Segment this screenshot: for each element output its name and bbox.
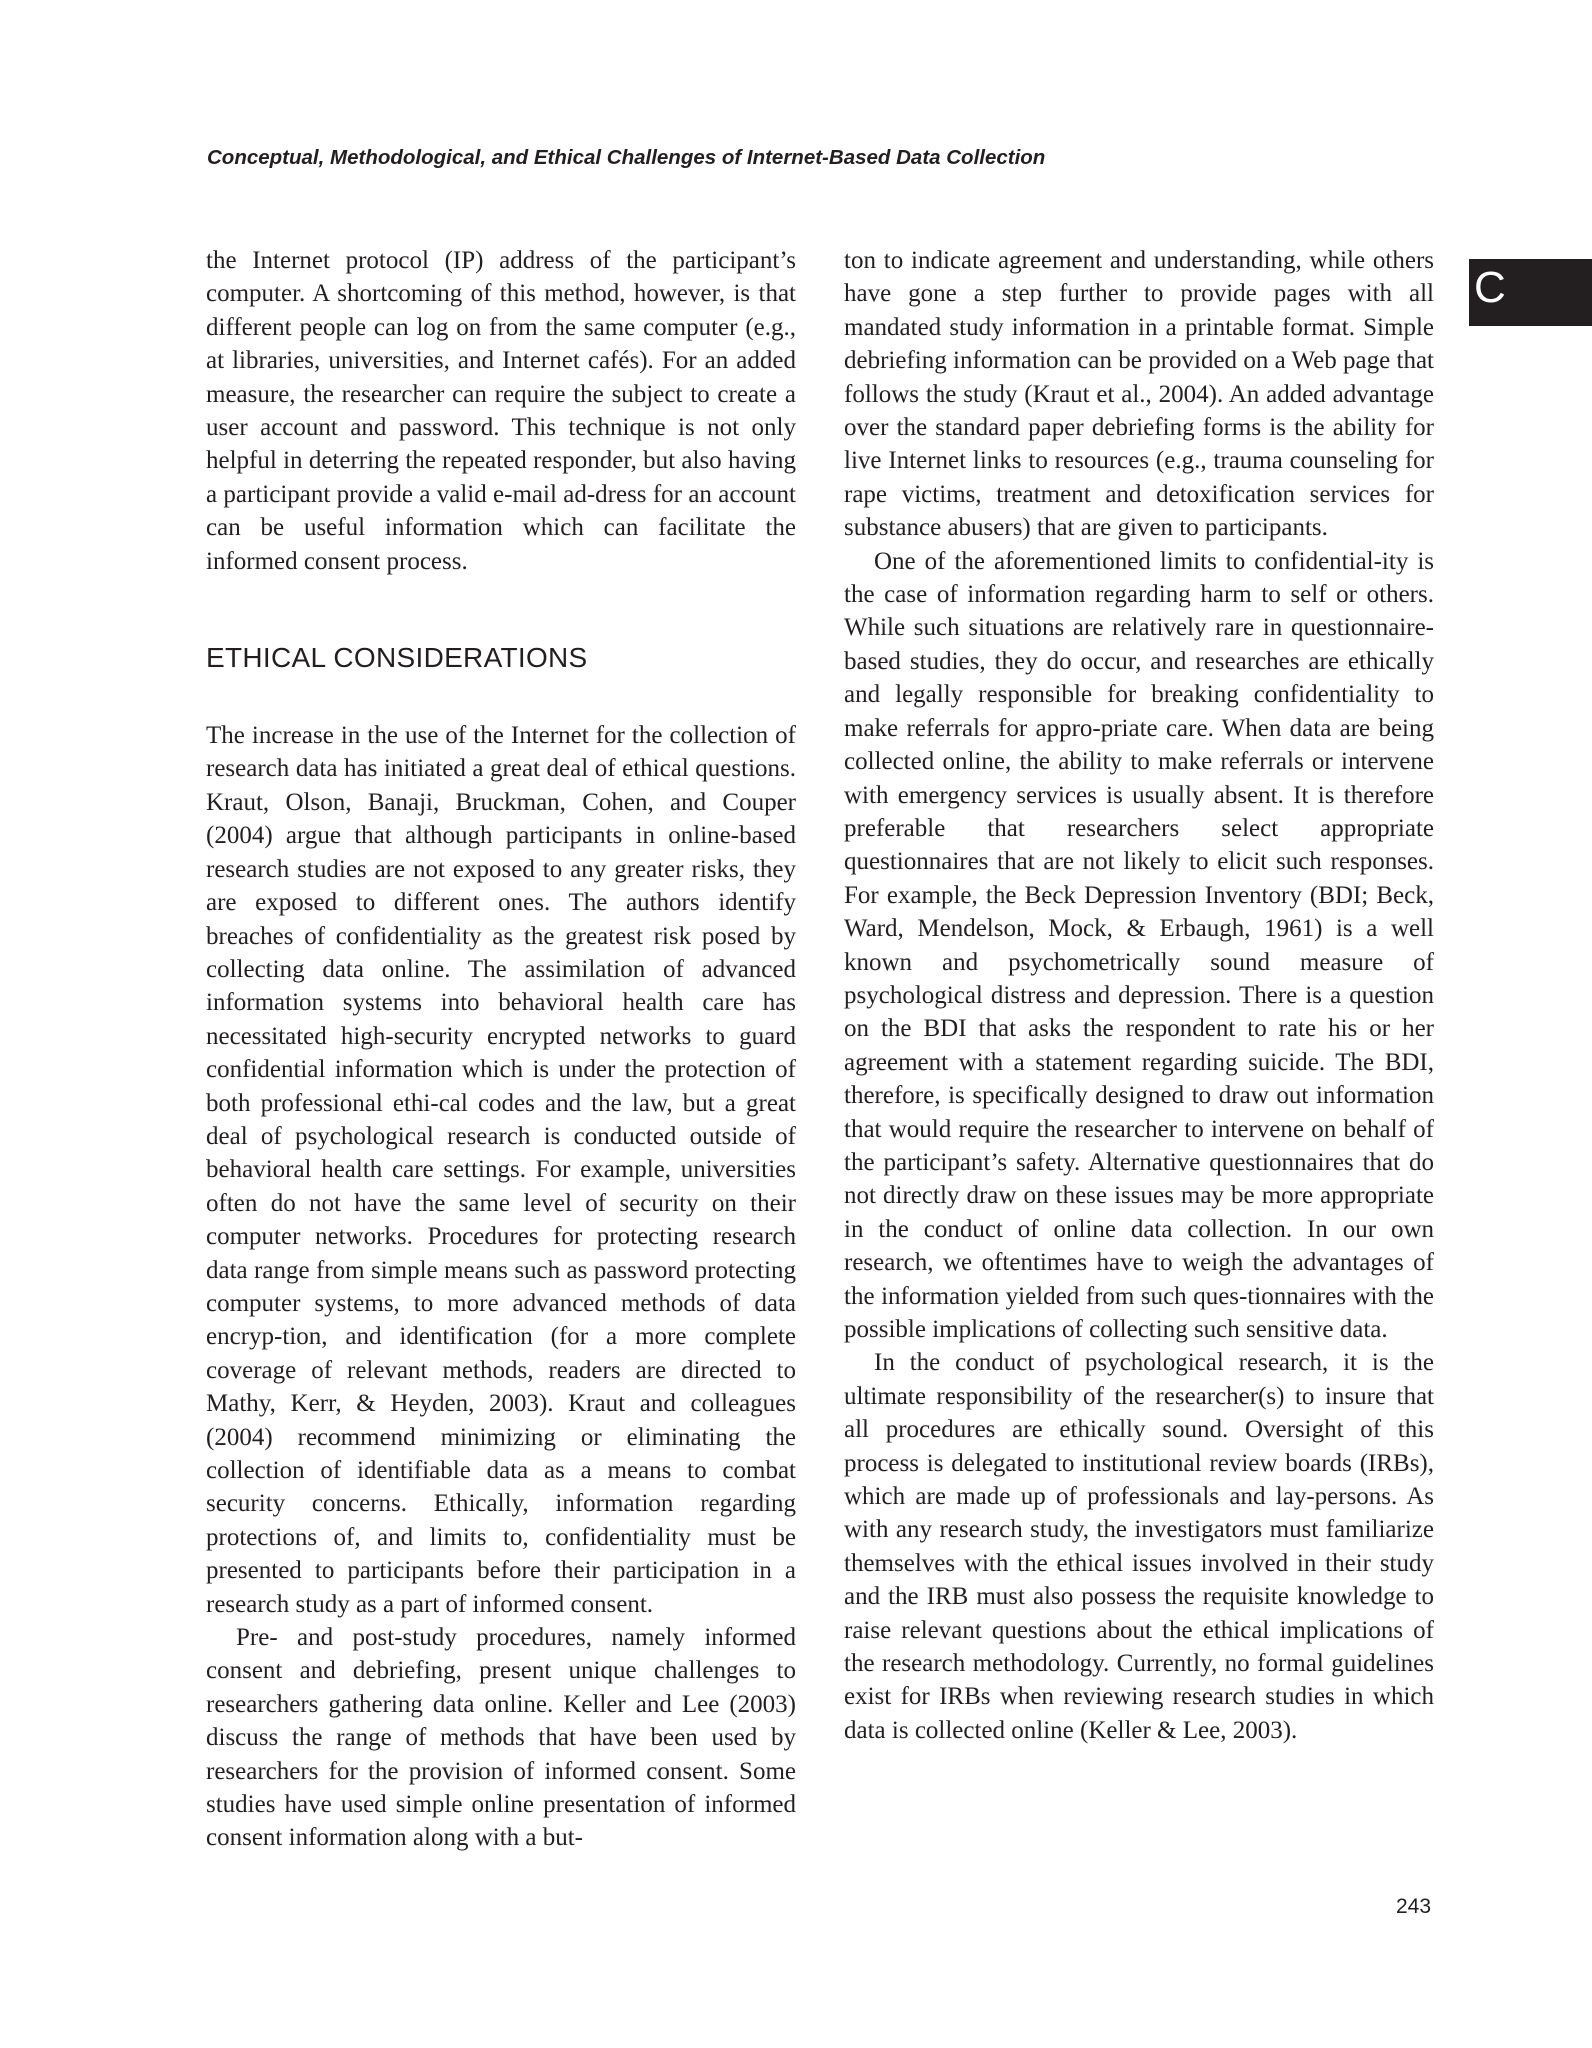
- thumb-index-letter: C: [1474, 263, 1506, 312]
- right-column: [844, 244, 1434, 1747]
- page-number: 243: [1396, 1895, 1432, 1918]
- right-paragraph-2: One of the aforementioned limits to confidential-ity is the case of information regarding harm to self or others. While such situations are relatively rare in questionnaire-based studies, they do occur, and researches are ethically and legally responsible for breaking confidentiality to make referrals for appro-priate care. When data are being collected online, the ability to make referrals or intervene with emergency services is usually absent. It is therefore preferable that researchers select appropriate questionnaires that are not likely to elicit such responses. For example, the Beck Depression Inventory (BDI; Beck, Ward, Mendelson, Mock, & Erbaugh, 1961) is a well known and psychometrically sound measure of psychological distress and depression. There is a question on the BDI that asks the respondent to rate his or her agreement with a statement regarding suicide. The BDI, therefore, is specifically designed to draw out information that would require the researcher to intervene on behalf of the participant’s safety. Alternative questionnaires that do not directly draw on these issues may be more appropriate in the conduct of online data collection. In our own research, we oftentimes have to weigh the advantages of the information yielded from such ques-tionnaires with the possible implications of collecting such sensitive data.: [844, 547, 1434, 1343]
- left-paragraph-2: The increase in the use of the Internet for the collection of research data has initiated a great deal of ethical questions. Kraut, Olson, Banaji, Bruckman, Cohen, and Couper (2004) argue that although participants in online-based research studies are not exposed to any greater risks, they are exposed to different ones. The authors identify breaches of confidentiality as the greatest risk posed by collecting data online. The assimilation of advanced information systems into behavioral health care has necessitated high-security encrypted networks to guard confidential information which is under the protection of both professional ethi-cal codes and the law, but a great deal of psychological research is conducted outside of behavioral health care settings. For example, universities often do not have the same level of security on their computer networks. Procedures for protecting research data range from simple means such as password protecting computer systems, to more advanced methods of data encryp-tion, and identification (for a more complete coverage of relevant methods, readers are directed to Mathy, Kerr, & Heyden, 2003). Kraut and colleagues (2004) recommend minimizing or eliminating the collection of identifiable data as a means to combat security concerns. Ethically, information regarding protections of, and limits to, confidentiality must be presented to participants before their participation in a research study as a part of informed consent.: [206, 722, 796, 1618]
- left-paragraph-1: the Internet protocol (IP) address of the participant’s computer. A shortcoming of this method, however, is that different people can log on from the same computer (e.g., at libraries, universities, and Internet cafés). For an added measure, the researcher can require the subject to create a user account and password. This technique is not only helpful in deterring the repeated responder, but also having a participant provide a valid e-mail ad-dress for an account can be useful information which can facilitate the informed consent process.: [206, 247, 796, 575]
- right-paragraph-3: In the conduct of psychological research, it is the ultimate responsibility of the researcher(s) to insure that all procedures are ethically sound. Oversight of this process is delegated to institutional review boards (IRBs), which are made up of professionals and lay-persons. As with any research study, the investigators must familiarize themselves with the ethical issues involved in their study and the IRB must also possess the requisite knowledge to raise relevant questions about the ethical implications of the research methodology. Currently, no formal guidelines exist for IRBs when reviewing research studies in which data is collected online (Keller & Lee, 2003).: [844, 1349, 1434, 1744]
- left-paragraph-3: Pre- and post-study procedures, namely informed consent and debriefing, present unique challenges to researchers gathering data online. Keller and Lee (2003) discuss the range of methods that have been used by researchers for the provision of informed consent. Some studies have used simple online presentation of informed consent information along with a but-: [206, 1624, 796, 1852]
- right-paragraph-1: ton to indicate agreement and understanding, while others have gone a step further to provide pages with all mandated study information in a printable format. Simple debriefing information can be provided on a Web page that follows the study (Kraut et al., 2004). An added advantage over the standard paper debriefing forms is the ability for live Internet links to resources (e.g., trauma counseling for rape victims, treatment and detoxification services for substance abusers) that are given to participants.: [844, 247, 1434, 542]
- section-heading: ETHICAL CONSIDERATIONS: [206, 642, 588, 674]
- running-head-title: Conceptual, Methodological, and Ethical Challenges of Internet-Based Data Collection: [207, 146, 1046, 169]
- left-column: [206, 244, 796, 1855]
